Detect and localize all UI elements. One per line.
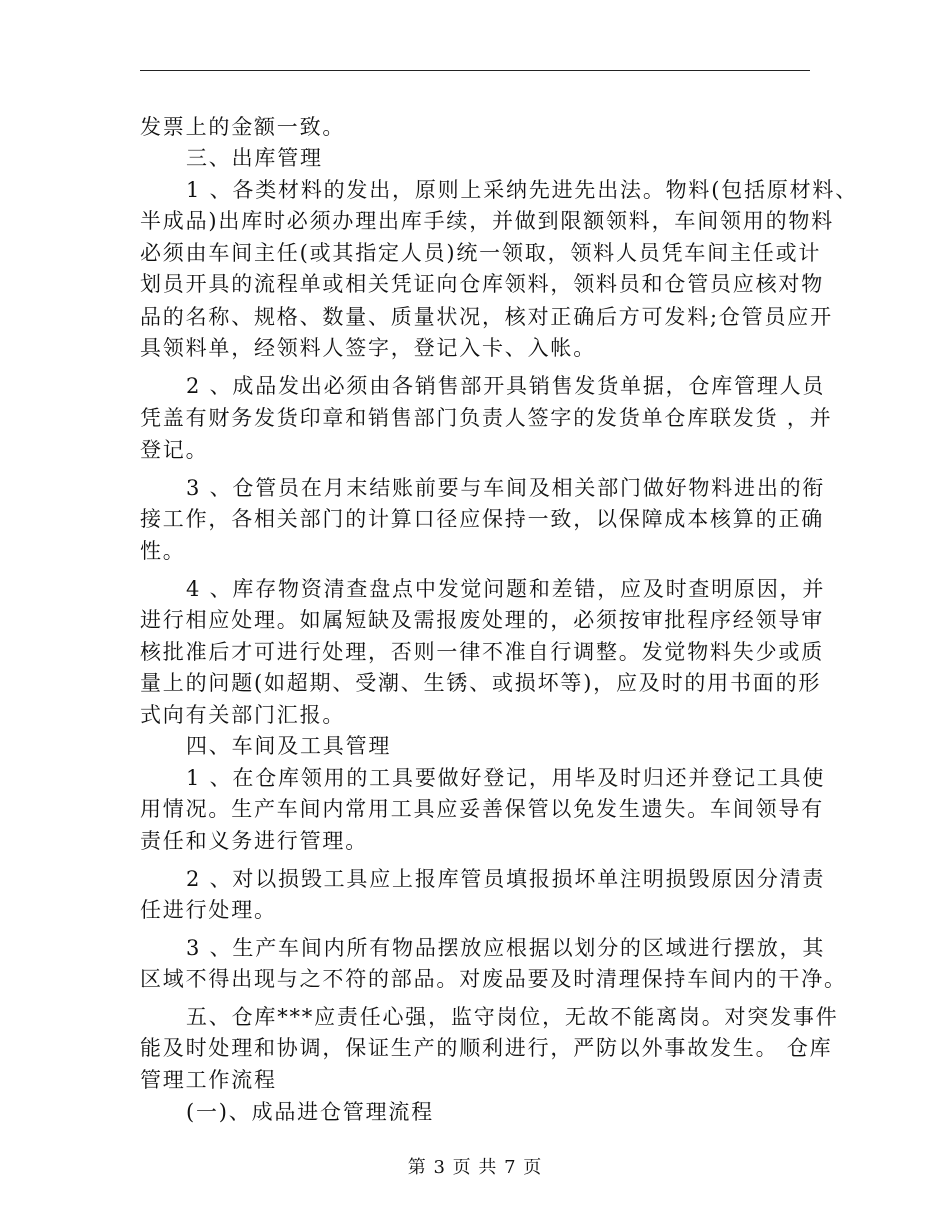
- text-line: 划员开具的流程单或相关凭证向仓库领料，领料员和仓管员应核对物: [140, 272, 824, 296]
- text-line: 必须由车间主任(或其指定人员)统一领取，领料人员凭车间主任或计: [140, 241, 822, 265]
- text-line: 管理工作流程: [140, 1068, 277, 1092]
- text-line: 发票上的金额一致。: [140, 115, 346, 139]
- text-line: 凭盖有财务发货印章和销售部门负责人签字的发货单仓库联发货 ，并: [140, 406, 833, 430]
- text-line: 式向有关部门汇报。: [140, 703, 346, 727]
- page-number-footer: 第 3 页 共 7 页: [407, 1157, 543, 1178]
- text-line: 核批准后才可进行处理，否则一律不准自行调整。发觉物料失少或质: [140, 640, 824, 664]
- text-line: 任进行处理。: [140, 898, 277, 922]
- section-heading: 四、车间及工具管理: [186, 734, 392, 758]
- text-line: 具领料单，经领料人签字，登记入卡、入帐。: [140, 336, 596, 360]
- text-line: 1 、各类材料的发出，原则上采纳先进先出法。物料(包括原材料、: [186, 178, 859, 202]
- section-heading: 三、出库管理: [186, 146, 323, 170]
- text-line: 能及时处理和协调，保证生产的顺利进行，严防以外事故发生。 仓库: [140, 1036, 833, 1060]
- text-line: 登记。: [140, 438, 209, 462]
- text-line: 品的名称、规格、数量、质量状况，核对正确后方可发料;仓管员应开: [140, 305, 833, 329]
- text-line: 用情况。生产车间内常用工具应妥善保管以免发生遗失。车间领导有: [140, 797, 824, 821]
- section-heading: (一)、成品进仓管理流程: [186, 1100, 434, 1124]
- text-line: 半成品)出库时必须办理出库手续，并做到限额领料，车间领用的物料: [140, 209, 834, 233]
- text-line: 五、仓库***应责任心强，监守岗位，无故不能离岗。对突发事件: [186, 1005, 839, 1029]
- text-line: 接工作，各相关部门的计算口径应保持一致，以保障成本核算的正确: [140, 507, 824, 531]
- text-line: 2 、对以损毁工具应上报库管员填报损坏单注明损毁原因分清责: [186, 867, 826, 891]
- text-line: 1 、在仓库领用的工具要做好登记，用毕及时归还并登记工具使: [186, 766, 826, 790]
- text-line: 进行相应处理。如属短缺及需报废处理的，必须按审批程序经领导审: [140, 608, 824, 632]
- text-line: 责任和义务进行管理。: [140, 829, 368, 853]
- text-line: 区域不得出现与之不符的部品。对废品要及时清理保持车间内的干净。: [140, 967, 847, 991]
- header-rule: [140, 70, 810, 71]
- text-line: 4 、库存物资清查盘点中发觉问题和差错，应及时查明原因，并: [186, 577, 826, 601]
- text-line: 量上的问题(如超期、受潮、生锈、或损坏等)，应及时的用书面的形: [140, 671, 822, 695]
- text-line: 2 、成品发出必须由各销售部开具销售发货单据，仓库管理人员: [186, 374, 826, 398]
- text-line: 3 、仓管员在月末结账前要与车间及相关部门做好物料进出的衔: [186, 476, 826, 500]
- text-line: 性。: [140, 539, 186, 563]
- text-line: 3 、生产车间内所有物品摆放应根据以划分的区域进行摆放，其: [186, 936, 826, 960]
